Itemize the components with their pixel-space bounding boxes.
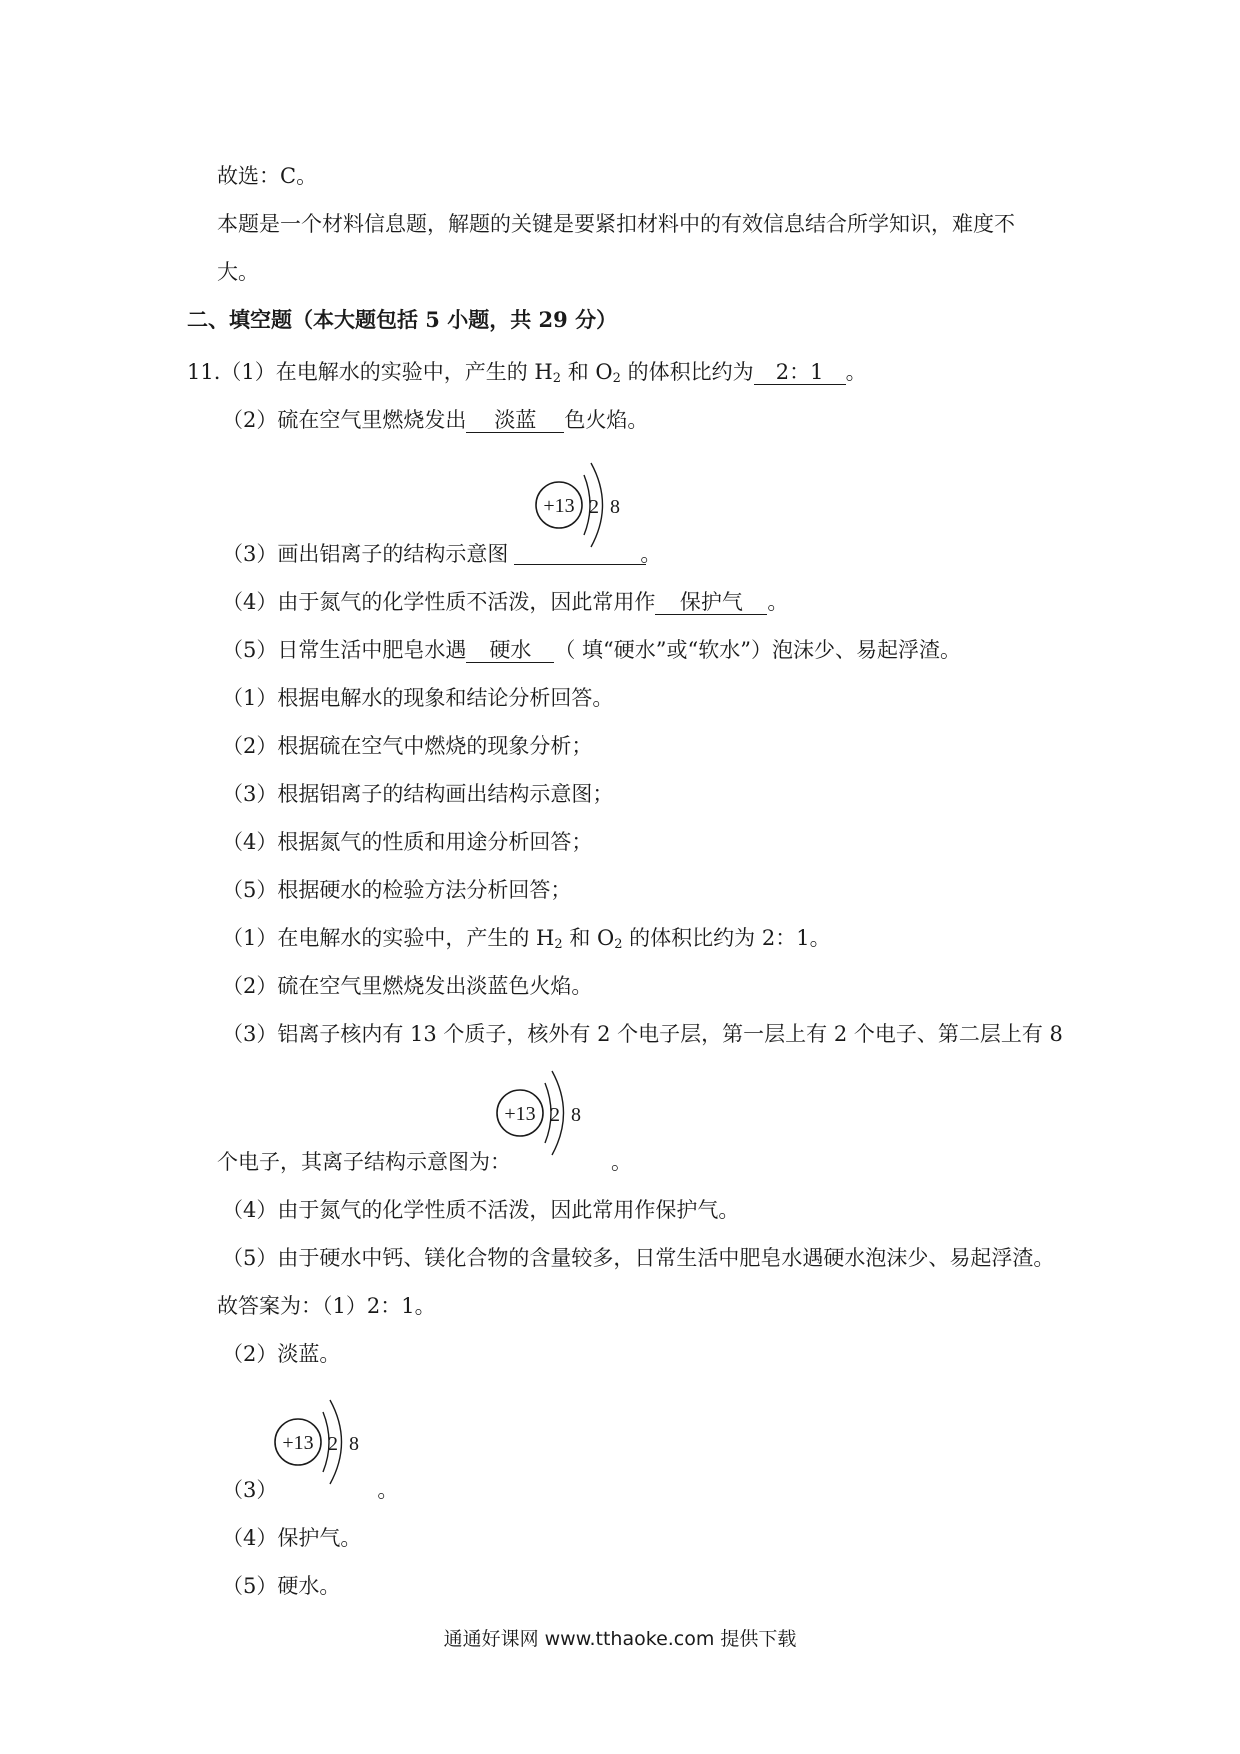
text-segment: （1）在电解水的实验中，产生的 H xyxy=(222,926,555,950)
text-segment: （3）画出铝离子的结构示意图 xyxy=(222,542,509,566)
question-11-part-5 xyxy=(222,636,961,664)
text-segment: 。 xyxy=(611,1150,632,1174)
solution-line: （4）由于氮气的化学性质不活泼，因此常用作保护气。 xyxy=(222,1198,740,1222)
shell1-label: 2 xyxy=(550,1104,560,1126)
analysis-line: （1）根据电解水的现象和结论分析回答。 xyxy=(222,686,614,710)
answer-blank: 2：1 xyxy=(754,360,846,385)
nucleus-label: +13 xyxy=(504,1103,536,1125)
shell2-label: 8 xyxy=(349,1433,359,1455)
text-segment: （ 填“硬水”或“软水”）泡沫少、易起浮渣。 xyxy=(554,638,961,662)
final-answer-line: （5）硬水。 xyxy=(222,1574,341,1598)
text-line: 本题是一个材料信息题，解题的关键是要紧扣材料中的有效信息结合所学知识，难度不 xyxy=(217,212,1015,236)
final-answer-line: （2）淡蓝。 xyxy=(222,1342,341,1366)
text-segment: 和 O xyxy=(561,360,613,384)
shell2-label: 8 xyxy=(610,496,620,518)
text-segment: （2）硫在空气里燃烧发出 xyxy=(222,408,467,432)
text-segment: 11.（1）在电解水的实验中，产生的 H xyxy=(187,360,553,384)
solution-line: （2）硫在空气里燃烧发出淡蓝色火焰。 xyxy=(222,974,593,998)
text-segment: 和 O xyxy=(562,926,615,950)
final-answer-line xyxy=(222,1476,398,1504)
text-segment: 色火焰。 xyxy=(564,408,649,432)
final-answer-line: 故答案为：（1）2：1。 xyxy=(217,1294,436,1318)
answer-blank: 硬水 xyxy=(466,638,554,663)
final-answer-line: （4）保护气。 xyxy=(222,1526,362,1550)
shell1-label: 2 xyxy=(589,496,599,518)
text-segment: 的体积比约为 2：1。 xyxy=(622,926,831,950)
text-segment: 的体积比约为 xyxy=(620,360,754,384)
analysis-line: （5）根据硬水的检验方法分析回答； xyxy=(222,878,572,902)
nucleus-label: +13 xyxy=(282,1432,314,1454)
text-segment: 个电子，其离子结构示意图为： xyxy=(217,1150,511,1174)
solution-line: （3）铝离子核内有 13 个质子，核外有 2 个电子层，第一层上有 2 个电子、第二层上有 8 xyxy=(222,1022,1063,1046)
answer-blank: 保护气 xyxy=(655,590,767,615)
shell1-label: 2 xyxy=(328,1433,338,1455)
solution-line xyxy=(217,1148,632,1176)
nucleus-label: +13 xyxy=(543,495,575,517)
text-segment: （4）由于氮气的化学性质不活泼，因此常用作 xyxy=(222,590,656,614)
answer-blank: 淡蓝 xyxy=(466,408,564,433)
subscript: 2 xyxy=(612,371,621,386)
text-line: 大。 xyxy=(217,260,259,284)
question-11-part-1 xyxy=(187,358,867,386)
solution-line xyxy=(222,924,831,952)
question-11-part-2 xyxy=(222,406,648,434)
text-segment: 。 xyxy=(845,360,867,384)
text-segment: 。 xyxy=(377,1478,399,1502)
subscript: 2 xyxy=(554,937,563,952)
section-title: 二、填空题（本大题包括 5 小题，共 29 分） xyxy=(187,307,618,332)
text-segment: （5）日常生活中肥皂水遇 xyxy=(222,638,467,662)
text-segment: 。 xyxy=(640,542,662,566)
subscript: 2 xyxy=(552,371,562,386)
analysis-line: （3）根据铝离子的结构画出结构示意图； xyxy=(222,782,614,806)
text-segment: （3） xyxy=(222,1478,278,1502)
question-11-part-4 xyxy=(222,588,788,616)
text-segment: 。 xyxy=(767,590,789,614)
solution-line: （5）由于硬水中钙、镁化合物的含量较多，日常生活中肥皂水遇硬水泡沫少、易起浮渣。 xyxy=(222,1246,1055,1270)
analysis-line: （4）根据氮气的性质和用途分析回答； xyxy=(222,830,593,854)
text-line: 故选：C。 xyxy=(217,164,318,188)
page-footer: 通通好课网 www.tthaoke.com 提供下载 xyxy=(443,1628,797,1650)
shell2-label: 8 xyxy=(571,1104,581,1126)
answer-underline xyxy=(514,564,646,565)
analysis-line: （2）根据硫在空气中燃烧的现象分析； xyxy=(222,734,593,758)
subscript: 2 xyxy=(614,937,623,952)
